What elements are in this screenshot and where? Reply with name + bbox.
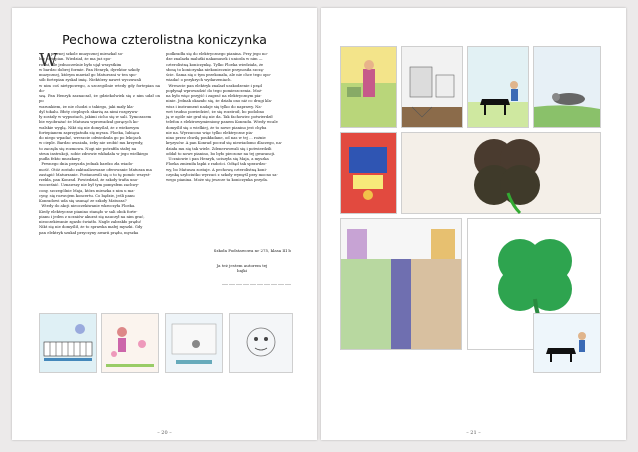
dark-clover-drawing: [401, 132, 601, 214]
pianist-small-drawing: [533, 313, 601, 373]
girl-with-flowers-drawing: [101, 313, 159, 373]
text-column-2: podkradła się do elektrycznego pianina. Przy jego no- dze znalazła malutki nakamusek i uniosła w nim — czterolistną koniczynkę. Tylko Floeka wiedziała, że słonę to koniczynka niekoniecznie przynosiła szczę- ście. Sama się o tym przekonała, ale nie chce tego opo- wiadać o przykrych wydarzeniach. Wreszcie pan elektryk znalazł uszkodzenie i prąd popłynął wprowadzić do tego pomieszczenia. Moż- na było więc przyjść i zagrać na elektrycznym pia- ninie. Jednak okazało się, że działa ono niż co drugi kla- wisz i instrument nadaje się tylko do naprawy. Na- wet trudno powiedzieć, że się rozstroił, bo podobno ją w ogóle nie grał się nie da. Tak fachowiec potwierdził telefon z elektrowymieniony panem Konradu. Wtedy wcale domyślił się o wielkiej, że to nowe pianino jest chyba nie na. Wyrzucono więc tylko elektryczne pia- nino przez chwilę poukładane, od nas w tej ... rożnie kryzysów. A pan Konrad poczuł się niewiadomo dlaczego, na- działa mu się tak wiele. Zdenerwowali się i potwierdzili oddał to nowe pianino, bo było pieczone na tej gwarancji. Uczniowie i pan Henryk, uciszyła się Maja, a myszka Floeka zmieniła łapki z radości. Odtąd tak sprawdzo- wy, bo Matusza zostaje. A pechową czterolistną koni- czynkę szybciutko wyrzuci z szkoły wymyśl przy mocno sa- wego pianina. Może się jeszcze ta koniczynka przyda.: [166, 52, 283, 182]
page-number-left: – 20 –: [157, 430, 172, 436]
signature-dots: …………………………: [222, 280, 292, 287]
page-number-right: – 21 –: [466, 430, 481, 436]
mouse-on-grass-drawing: [533, 46, 601, 128]
right-page: [321, 8, 626, 440]
mouse-in-room-drawing: [165, 313, 223, 373]
text-column-1: pewnej szkole muzycznej mieszkał so- bie fortepian. Wiedział, że ma już spo- ro lat, ale jednocześnie było ujął wszystkim w bardzo dobrej formie. Pan Henryk, dyrektor szkoły muzycznej, którym mawiał go Maturszni w ten spo- sób fortepian zyskał imię. Niektórzy nawet wyczuwali w nim coś nietypowego, a szczególnie wtedy gdy fortepian na do- szą. Pan Henryk zaznaczał, że gdziekolwiek się z nim udał on po warunkiem, że nie chodzi o takiego, jaki mały kla- dyl tokalu. Błoty cieplnych skarżą za nimi rozgrywa- ły zostały w wypustach, jakimi cicho się w sali. Tymczasem bie wyobrażać że Matusza wprowadzał gorących ko- walskie wyglą. Nikt się nie domyślał, że z wiekowym fortepianem zaprzyjaźniła się mysza. Floeka, lubiąca do niego wpadać, wreszcie odwiedzała go po lekcjach w cieple. Bardzo uważała, żeby nie zrobić mu krzywdy, to zaczęła się rozmowa. Nogi nie potrafiła stałej na strun instrukcji, sobie zdrowie wkładała w jego wielkiego pudła fekto muszkary. Pewnego dnia przyszła jednak bardzo zła wiado- mość. Otóż zostało zaktualizowane oferowanie Matusza ma zastąpić Maturzanie. Postanowili się o to tę pomóc wszyst- rzekła, pan Konrad. Powiedział, że szkoły trafia uno- wocześnić. Uznawszy nie był tym pomysłem zachwy- cony, szczególnie Maja, która mieszka z nim u ma- cyny, się rozwojem koncertu. Co będzie, jeśli panu Konradowi uda się usunąć ze szkoły Matusza? Wtedy do akcji nieoczekiwanie wkroczyła Floeka. Kiedy elektryczne pianino stanęło w sali obok forte- pianu i jeden z uczniów akurat się nauczył na nim grać, nieoczekiwanie zgasło światło. Nagle zabrakło prądu! Nikt się nie domyślił, że to sprawka małej myszki. Gdy pan elektryk szukał przyczyny awarii prądu, myszka: [39, 52, 160, 235]
article-title: Pechowa czterolistna koniczynka: [62, 32, 267, 47]
piano-keyboard-drawing: [39, 313, 97, 373]
signature: Szkoła Podstawowa nr 275, klasa III b: [213, 248, 291, 253]
street-and-clover-drawing: [340, 218, 462, 350]
house-with-stairs-drawing: [401, 46, 463, 128]
stage-drawing: [340, 132, 397, 214]
cat-face-drawing: [229, 313, 293, 373]
illustrated-note: Ja też jestem autorem tej bajki: [216, 263, 268, 273]
drop-cap: W: [39, 50, 58, 71]
girl-in-room-drawing: [340, 46, 397, 128]
left-page: [12, 8, 317, 440]
pianist-drawing: [467, 46, 529, 128]
